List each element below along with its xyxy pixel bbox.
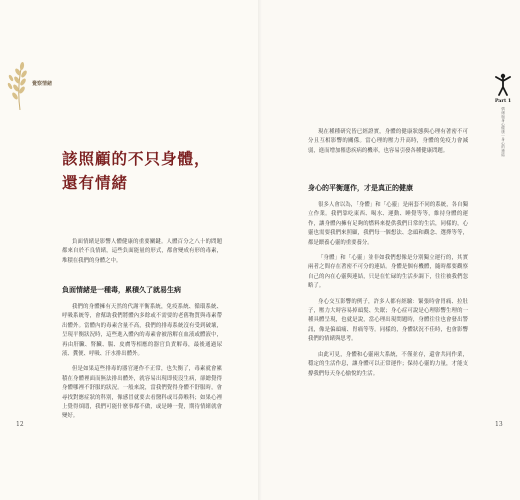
intro-text: 負面情緒是影響人體健康的重要關鍵。人體百分之八十的問題都來自於不良情緒，這些負面能量的形式，都會變成有形的毒素，堆積在我們的身體之中。 (62, 239, 222, 264)
part-label: Part 1 (494, 98, 512, 104)
figure-icon (492, 72, 514, 96)
lead-paragraph (308, 128, 468, 162)
page-number: 13 (495, 421, 503, 428)
paragraph: 但是如果這些排毒的器官運作不正常，也失衡了，毒素就會累積在身體裡面而無法排出體外，就容易出現即使沒生病，卻總覺得身體哪裡不舒服的狀況。一般來說，當我們覺得身體不舒服時，會尋找對應症狀的科別，像感冒就要去看醫科或耳鼻喉科；如果心裡上覺得煩悶，我們可能什麼事都不做，或是睡一覺，期待情緒就會變好。 (62, 366, 222, 420)
part-marker (490, 72, 516, 156)
paragraph: 「身體」和「心靈」並非如我們想像是分別獨立運行的，其實兩者之間存在著密不可分的連結。身體是個有機體，隨時都要觀察自己的內在心靈與連結，只是在忙碌的生活步調下，往往被我們忽略了。 (308, 255, 468, 290)
wheat-icon (6, 58, 28, 110)
paragraph: 由此可見，身體和心靈兩大系統，不僅並存，還會共同作業，穩定的生活作息，讓身體可以正常運作；保持心靈的力量，才能支撐我們每天身心愉悅的生活。 (308, 351, 468, 377)
book-gutter (258, 0, 262, 500)
section-body (62, 303, 222, 428)
chapter-title (62, 147, 242, 195)
chapter-title-line-1: 該照顧的不只身體， (62, 149, 211, 168)
paragraph: 我們的身體擁有天然的代謝平衡系統，免疫系統、循環系統、呼吸系統等，會幫助我們將體內多餘或不需要的老舊物質與毒素帶出體外。當體內的毒素含量不高，我們的排毒系統沒有受到破壞，呈現平衡狀況時，這些進入體內的毒素會被溶解在血液或體液中，再由肝臟、腎臟、腸、皮膚等相應的器官負責解毒，最後通過尿液、糞便、呼吸、汗水排出體外。 (62, 304, 222, 358)
page-number: 12 (16, 421, 24, 428)
section-heading: 身心的平衡運作，才是真正的健康 (308, 183, 413, 192)
section-body (308, 201, 468, 385)
chapter-title-line-2: 還有情緒 (62, 173, 129, 192)
running-head: 覺察情緒 (32, 81, 53, 87)
paragraph: 身心交互影響的例子，許多人都有經驗：緊張時會胃痛、拉肚子，壓力大時容易掉頭髮、失眠；身心症可說是心理影響生理的一種具體呈現，也就是說，當心理出現問題時，身體往往也會發出警訊，像是偏頭痛、胃痛等等。同樣的，身體狀況不佳時，也會影響我們的情緒與思考。 (308, 298, 468, 343)
intro-paragraph (62, 238, 222, 272)
paragraph: 很多人會以為，「身體」和「心靈」是兩套不同的系統，各自獨立作業。我們靠吃東西、喝水、運動、睡覺等等，維持身體的運作，讓身體內擁有足夠的燃料來提供我們日常的生活，同樣的，心靈也需要我們來照顧，我們每一個想法、念頭和觀念、選擇等等，都是餵養心靈的重要養分。 (308, 202, 468, 246)
section-heading: 負面情緒是一種毒，累積久了就易生病 (62, 285, 181, 294)
right-page (260, 0, 520, 500)
part-subtitle: 情緒與身心健康｜身心的連結 (501, 107, 506, 157)
lead-text: 現在種種研究皆已經證實，身體的健康狀態與心理有著密不可分且互相影響的關係。當心理的壓力升高時，身體的免疫力會減弱，進而增加罹患疾病的機率，也容易引發各種健康問題。 (308, 129, 468, 154)
